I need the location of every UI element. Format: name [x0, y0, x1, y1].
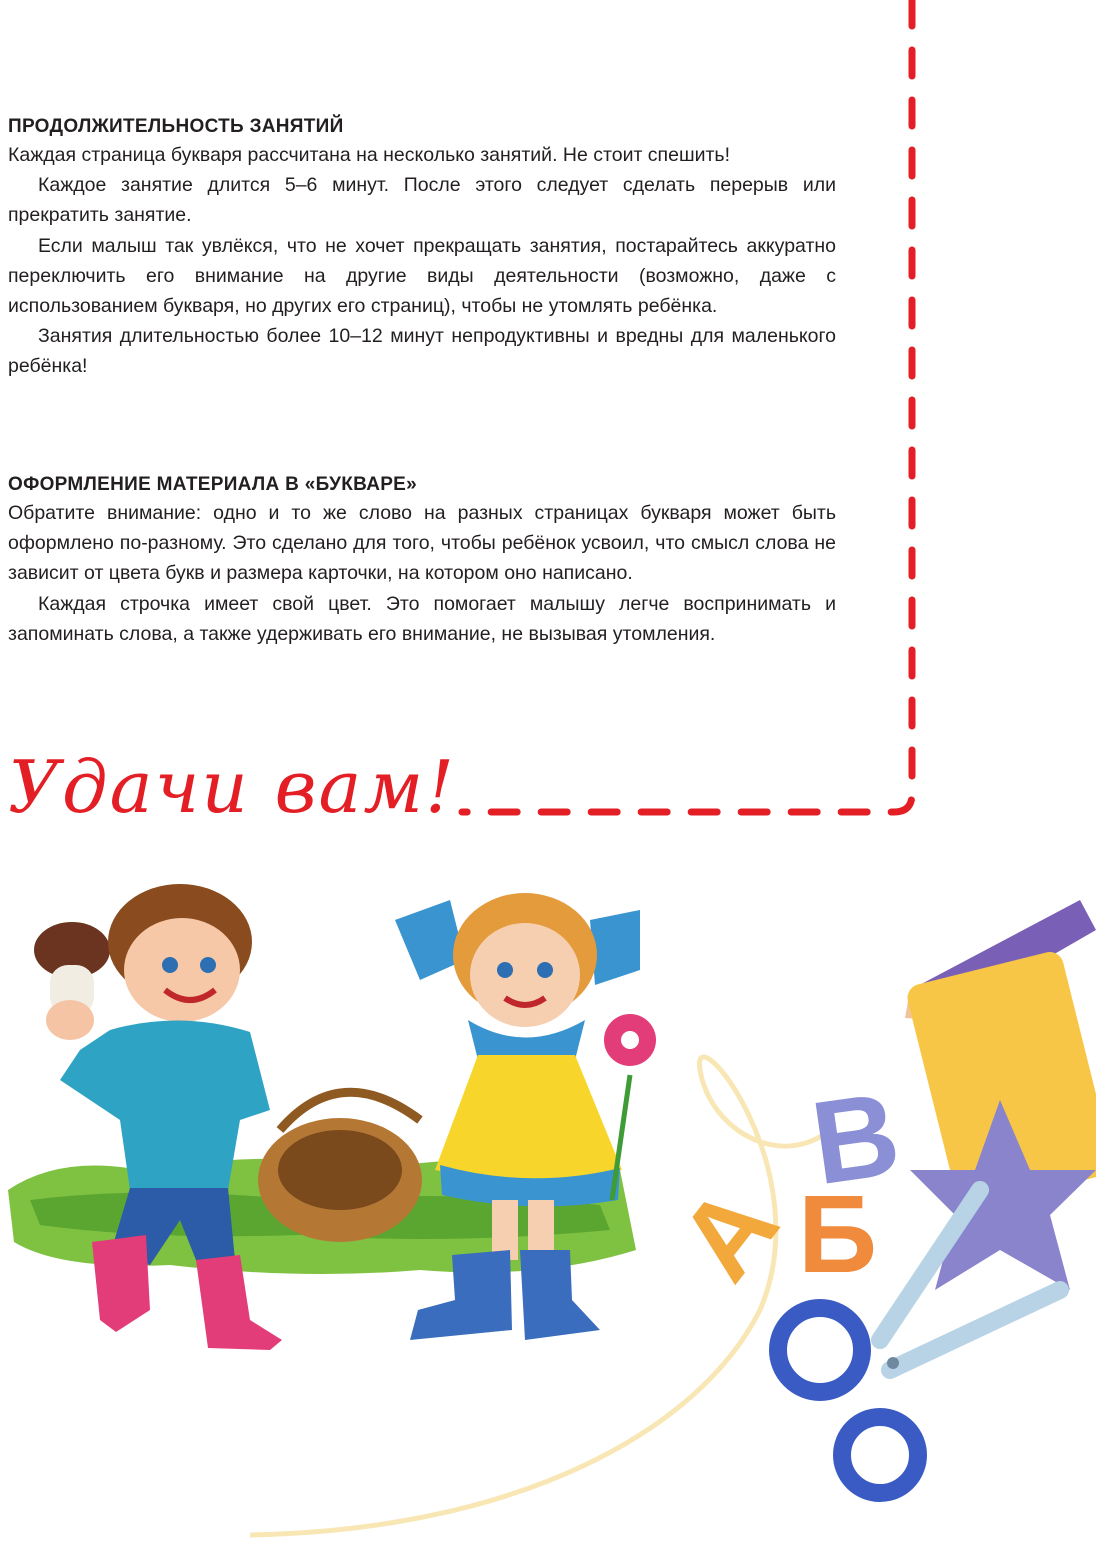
boy-with-mushroom-illustration — [34, 884, 282, 1350]
duration-paragraph-1: Каждая страница букваря рассчитана на несколько занятий. Не стоит спешить! — [8, 144, 731, 166]
design-section — [8, 472, 836, 649]
letter-a: А — [655, 1163, 802, 1303]
basket-icon — [258, 1092, 422, 1242]
design-heading: ОФОРМЛЕНИЕ МАТЕРИАЛА В «БУКВАРЕ» — [8, 474, 418, 495]
letter-v: В — [804, 1067, 908, 1211]
greeting-text: Удачи вам! — [8, 745, 457, 829]
illustration — [0, 870, 1096, 1543]
duration-paragraph-4: Занятия длительностью более 10–12 минут непродуктивны и вредны для маленького ребёнка! — [8, 325, 836, 378]
duration-paragraph-2: Каждое занятие длится 5–6 минут. После этого следует сделать перерыв или прекратить занятие. — [8, 174, 836, 227]
design-paragraph-1: Обратите внимание: одно и то же слово на разных страницах букваря может быть оформлено по-разному. Это сделано для того, чтобы ребёнок усвоил, что смысл слова не зависит от цвета букв и размера карточки, на котором оно написано. — [8, 502, 836, 585]
duration-section — [8, 114, 836, 382]
design-paragraph-2: Каждая строчка имеет свой цвет. Это помогает малышу легче воспринимать и запоминать слова, а также удерживать его внимание, не вызывая утомления. — [8, 592, 836, 645]
duration-paragraph-3: Если малыш так увлёкся, что не хочет прекращать занятия, постарайтесь аккуратно переключить его внимание на другие виды деятельности (возможно, даже с использованием букваря, но других его страниц), чтобы не утомлять ребёнка. — [8, 234, 836, 318]
duration-heading: ПРОДОЛЖИТЕЛЬНОСТЬ ЗАНЯТИЙ — [8, 116, 344, 137]
letter-b-cyrillic: Б — [798, 1173, 878, 1296]
girl-with-flower-illustration — [395, 893, 656, 1340]
